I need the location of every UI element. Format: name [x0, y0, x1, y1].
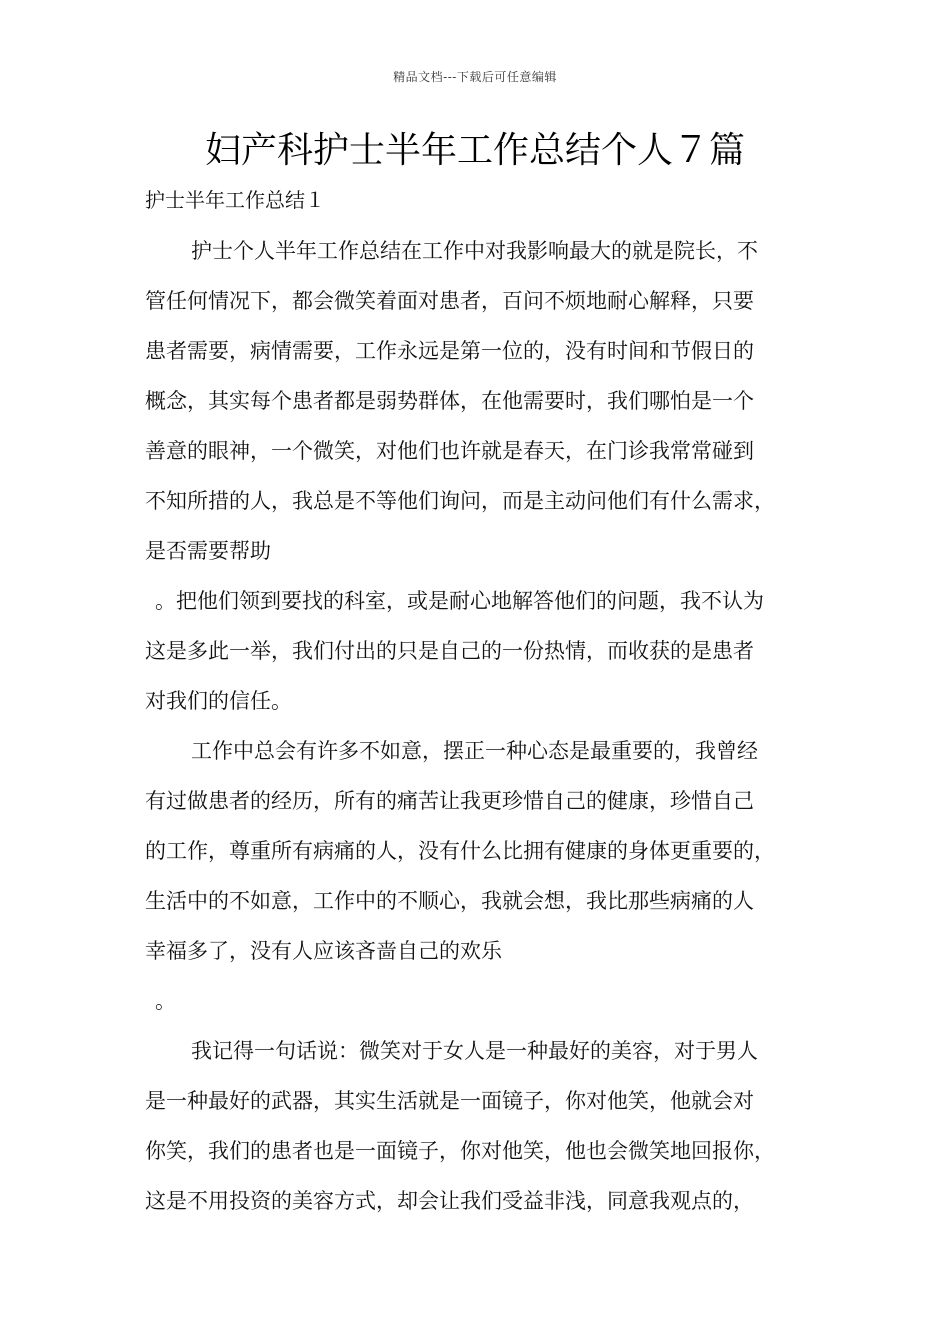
paragraph-line: 概念，其实每个患者都是弱势群体，在他需要时，我们哪怕是一个	[145, 389, 754, 413]
paragraph-line: 幸福多了，没有人应该吝啬自己的欢乐	[145, 939, 502, 963]
paragraph-line: 这是多此一举，我们付出的只是自己的一份热情，而收获的是患者	[145, 639, 754, 663]
paragraph-line: 工作中总会有许多不如意，摆正一种心态是最重要的，我曾经	[191, 739, 758, 763]
document-title: 妇产科护士半年工作总结个人７篇	[204, 130, 745, 171]
paragraph-line: 我记得一句话说：微笑对于女人是一种最好的美容，对于男人	[191, 1039, 758, 1063]
paragraph-line: 管任何情况下，都会微笑着面对患者，百问不烦地耐心解释，只要	[145, 289, 754, 313]
section-heading: 护士半年工作总结１	[145, 188, 325, 212]
paragraph-line: 有过做患者的经历，所有的痛苦让我更珍惜自己的健康，珍惜自己	[145, 789, 754, 813]
paragraph-line: 你笑，我们的患者也是一面镜子，你对他笑，他也会微笑地回报你，	[145, 1139, 775, 1163]
paragraph-line: 不知所措的人，我总是不等他们询问，而是主动问他们有什么需求，	[145, 489, 775, 513]
paragraph-line: 对我们的信任。	[145, 689, 292, 713]
page-header: 精品文档---下载后可任意编辑	[393, 70, 557, 84]
paragraph-line: 。	[155, 989, 176, 1013]
document-body	[145, 233, 825, 1233]
paragraph-line: 护士个人半年工作总结在工作中对我影响最大的就是院长，不	[191, 239, 758, 263]
paragraph-line: 是否需要帮助	[145, 539, 271, 563]
paragraph-line: 患者需要，病情需要，工作永远是第一位的，没有时间和节假日的	[145, 339, 754, 363]
paragraph-line: 。把他们领到要找的科室，或是耐心地解答他们的问题，我不认为	[155, 589, 764, 613]
paragraph-line: 这是不用投资的美容方式，却会让我们受益非浅，同意我观点的，	[145, 1189, 754, 1213]
paragraph-line: 生活中的不如意，工作中的不顺心，我就会想，我比那些病痛的人	[145, 889, 754, 913]
paragraph-line: 的工作，尊重所有病痛的人，没有什么比拥有健康的身体更重要的，	[145, 839, 775, 863]
paragraph-line: 是一种最好的武器，其实生活就是一面镜子，你对他笑，他就会对	[145, 1089, 754, 1113]
paragraph-line: 善意的眼神，一个微笑，对他们也许就是春天，在门诊我常常碰到	[145, 439, 754, 463]
